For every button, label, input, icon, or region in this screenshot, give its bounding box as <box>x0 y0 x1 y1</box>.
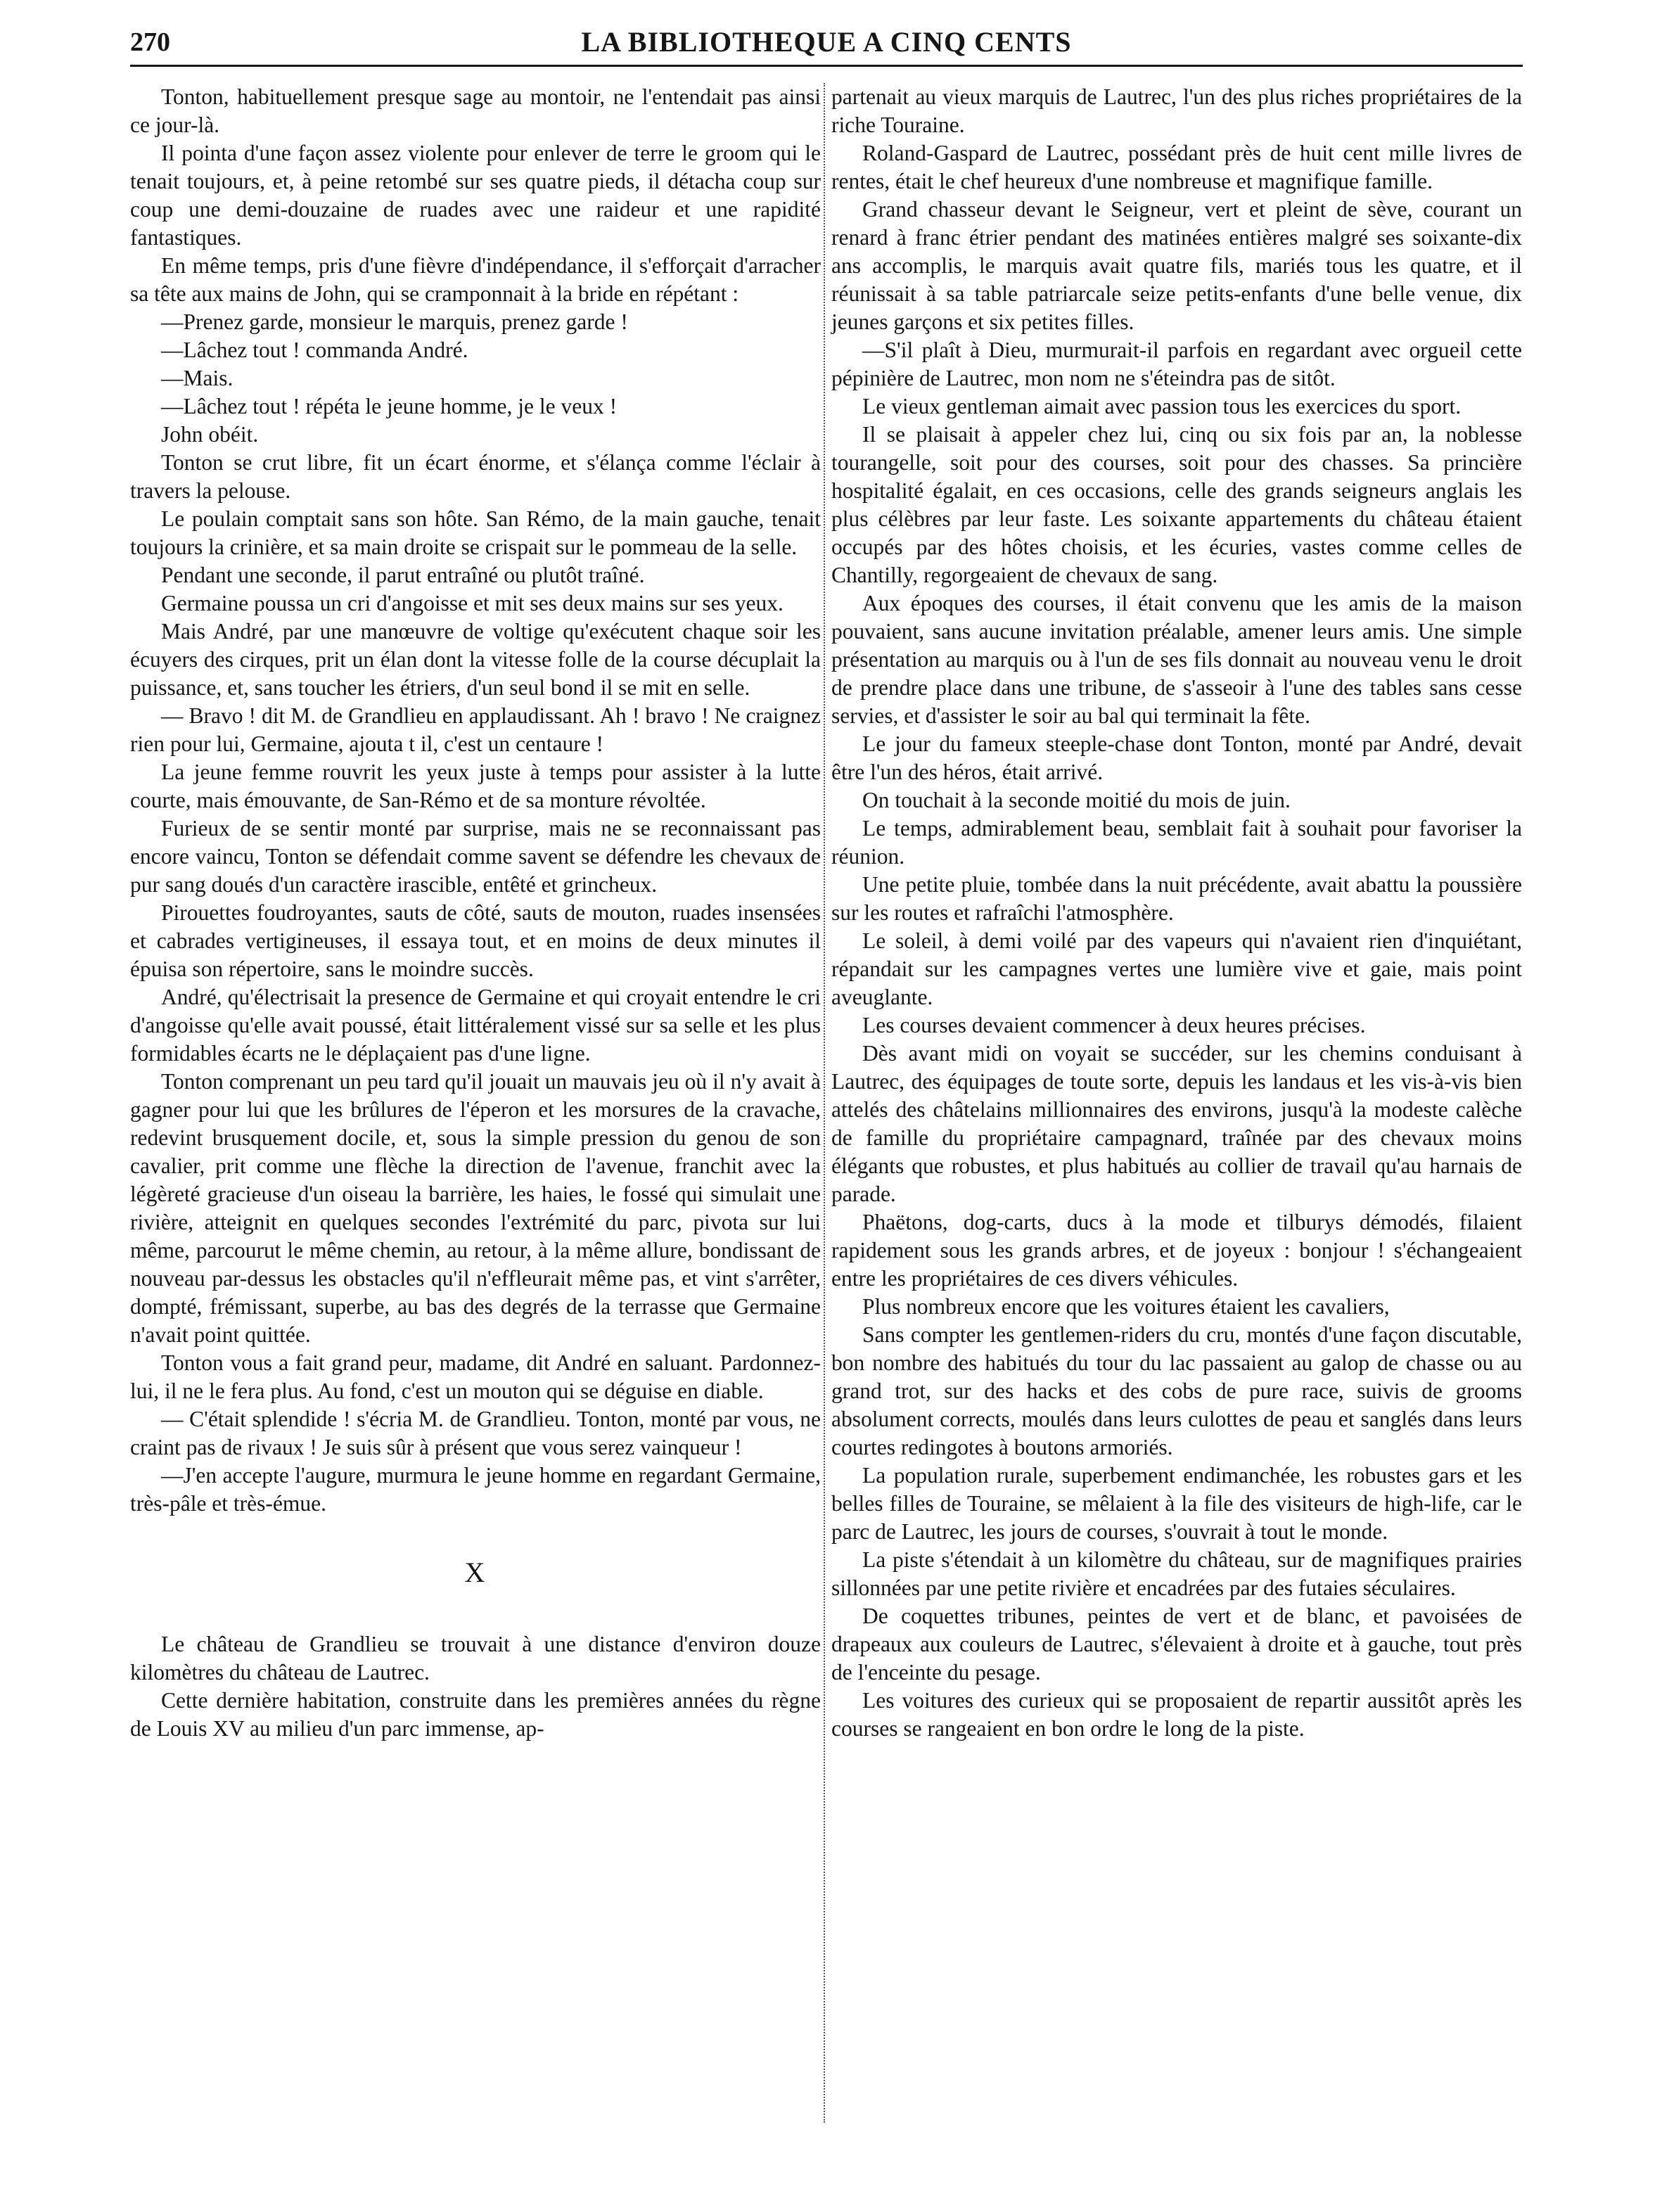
left-paragraphs-after-chapter <box>130 1630 821 1743</box>
paragraph: Le château de Grandlieu se trouvait à une distance d'environ douze kilomètres du château de Lautrec. <box>130 1632 821 1684</box>
paragraph: Il pointa d'une façon assez violente pour enlever de terre le groom qui le tenait toujours, et, à peine retombé sur ses quatre pieds, il détacha coup sur coup une demi-douzaine de ruades avec une raideur et une rapidité fantastiques. <box>130 141 821 250</box>
dialogue-line: —S'il plaît à Dieu, murmurait-il parfois en regardant avec orgueil cette pépinière de Lautrec, mon nom ne s'éteindra pas de sitôt. <box>831 338 1522 390</box>
paragraph: Pendant une seconde, il parut entraîné ou plutôt traîné. <box>161 563 645 587</box>
chapter-heading: X <box>464 1556 487 1588</box>
paragraph: Roland-Gaspard de Lautrec, possédant près de huit cent mille livres de rentes, était le chef heureux d'une nombreuse et magnifique famille. <box>831 141 1522 193</box>
dialogue-line: —Mais. <box>161 366 234 390</box>
dialogue-line: —J'en accepte l'augure, murmura le jeune homme en regardant Germaine, très-pâle et très-émue. <box>130 1463 821 1516</box>
paragraph: Plus nombreux encore que les voitures étaient les cavaliers, <box>862 1294 1390 1319</box>
paragraph: Le jour du fameux steeple-chase dont Tonton, monté par André, devait être l'un des héros, était arrivé. <box>831 731 1522 784</box>
paragraph: Pirouettes foudroyantes, sauts de côté, sauts de mouton, ruades insensées et cabrades vertigineuses, il essaya tout, et en moins de deux minutes il épuisa son répertoire, sans le moindre succès. <box>130 900 821 981</box>
right-column <box>831 83 1522 1743</box>
paragraph: Cette dernière habitation, construite dans les premières années du règne de Louis XV au milieu d'un parc immense, ap- <box>130 1688 821 1741</box>
paragraph: André, qu'électrisait la presence de Germaine et qui croyait entendre le cri d'angoisse qu'elle avait poussé, était littéralement vissé sur sa selle et les plus formidables écarts ne le déplaçaient pas d'une ligne. <box>130 985 821 1066</box>
page-header <box>130 23 1523 66</box>
dialogue-line: — C'était splendide ! s'écria M. de Grandlieu. Tonton, monté par vous, ne craint pas de rivaux ! Je suis sûr à présent que vous serez vainqueur ! <box>130 1407 821 1459</box>
paragraph: Sans compter les gentlemen-riders du cru, montés d'une façon discutable, bon nombre des habitués du tour du lac passaient au galop de chasse ou au grand trot, sur des hacks et des cobs de pure race, suivis de grooms absolument corrects, moulés dans leurs culottes de peau et sanglés dans leurs courtes redingotes à boutons armoriés. <box>831 1322 1522 1459</box>
dialogue-line: —Lâchez tout ! commanda André. <box>161 338 468 362</box>
paragraph: Furieux de se sentir monté par surprise, mais ne se reconnaissant pas encore vaincu, Tonton se défendait comme savent se défendre les chevaux de pur sang doués d'un caractère irascible, entêté et grincheux. <box>130 816 821 897</box>
paragraph: Germaine poussa un cri d'angoisse et mit ses deux mains sur ses yeux. <box>161 591 784 615</box>
paragraph: Le vieux gentleman aimait avec passion tous les exercices du sport. <box>862 394 1462 418</box>
paragraph: La piste s'étendait à un kilomètre du château, sur de magnifiques prairies sillonnées par une petite rivière et encadrées par des futaies séculaires. <box>831 1547 1522 1600</box>
paragraph: La jeune femme rouvrit les yeux juste à temps pour assister à la lutte courte, mais émouvante, de San-Rémo et de sa monture révoltée. <box>130 760 821 812</box>
paragraph: De coquettes tribunes, peintes de vert et de blanc, et pavoisées de drapeaux aux couleurs de Lautrec, s'élevaient à droite et à gauche, tout près de l'enceinte du pesage. <box>831 1604 1522 1684</box>
paragraph: Les courses devaient commencer à deux heures précises. <box>862 1013 1366 1037</box>
dialogue-line: —Lâchez tout ! répéta le jeune homme, je le veux ! <box>161 394 618 418</box>
left-paragraphs-before-chapter <box>130 83 821 1518</box>
paragraph: Dès avant midi on voyait se succéder, sur les chemins conduisant à Lautrec, des équipages de toute sorte, depuis les landaus et les vis-à-vis bien attelés des châtelains millionnaires des environs, jusqu'à la modeste calèche de famille du propriétaire campagnard, traînée par des chevaux moins élégants que robustes, et plus habitués au collier de travail qu'au harnais de parade. <box>831 1041 1522 1206</box>
paragraph: La population rurale, superbement endimanchée, les robustes gars et les belles filles de Touraine, se mêlaient à la file des visiteurs de high-life, car le parc de Lautrec, les jours de courses, s'ouvrait à tout le monde. <box>831 1463 1522 1544</box>
paragraph: Les voitures des curieux qui se proposaient de repartir aussitôt après les courses se rangeaient en bon ordre le long de la piste. <box>831 1688 1522 1741</box>
paragraph: Tonton se crut libre, fit un écart énorme, et s'élança comme l'éclair à travers la pelouse. <box>130 450 821 503</box>
paragraph: John obéit. <box>161 422 259 447</box>
running-title: LA BIBLIOTHEQUE A CINQ CENTS <box>581 26 1072 58</box>
paragraph-continuation: partenait au vieux marquis de Lautrec, l'un des plus riches propriétaires de la riche Touraine. <box>831 84 1522 137</box>
paragraph: Il se plaisait à appeler chez lui, cinq ou six fois par an, la noblesse tourangelle, soit pour des courses, soit pour des chasses. Sa princière hospitalité égalait, en ces occasions, celle des grands seigneurs anglais les plus célèbres par leur faste. Les soixante appartements du château étaient occupés par des hôtes choisis, et les écuries, vastes comme celles de Chantilly, regorgeaient de chevaux de sang. <box>831 422 1522 587</box>
paragraph: Grand chasseur devant le Seigneur, vert et pleint de sève, courant un renard à franc étrier pendant des matinées entières malgré ses soixante-dix ans accomplis, le marquis avait quatre fils, mariés tous les quatre, et il réunissait à sa table patriarcale seize petits-enfants d'une belle venue, dix jeunes garçons et six petites filles. <box>831 197 1522 334</box>
paragraph: Mais André, par une manœuvre de voltige qu'exécutent chaque soir les écuyers des cirques, prit un élan dont la vitesse folle de la course décuplait la puissance, et, sans toucher les étriers, d'un seul bond il se mit en selle. <box>130 619 821 700</box>
paragraph: On touchait à la seconde moitié du mois de juin. <box>862 788 1291 812</box>
page-number: 270 <box>130 27 170 57</box>
left-column <box>130 83 821 1743</box>
column-divider <box>824 83 825 2123</box>
paragraph: Tonton, habituellement presque sage au montoir, ne l'entendait pas ainsi ce jour-là. <box>130 84 821 137</box>
paragraph: En même temps, pris d'une fièvre d'indépendance, il s'efforçait d'arracher sa tête aux mains de John, qui se cramponnait à la bride en répétant : <box>130 253 821 306</box>
paragraph: Phaëtons, dog-carts, ducs à la mode et tilburys démodés, filaient rapidement sous les grands arbres, et de joyeux : bonjour ! s'échangeaient entre les propriétaires de ces divers véhicules. <box>831 1210 1522 1291</box>
paragraph: Une petite pluie, tombée dans la nuit précédente, avait abattu la poussière sur les routes et rafraîchi l'atmosphère. <box>831 872 1522 925</box>
paragraph: Aux époques des courses, il était convenu que les amis de la maison pouvaient, sans aucune invitation préalable, amener leurs amis. Une simple présentation au marquis ou à l'un de ses fils donnait au nouveau venu le droit de prendre place dans une tribune, de s'asseoir à l'une des tables sans cesse servies, et d'assister le soir au bal qui terminait la fête. <box>831 591 1522 728</box>
dialogue-line: — Bravo ! dit M. de Grandlieu en applaudissant. Ah ! bravo ! Ne craignez rien pour lui, Germaine, ajouta t il, c'est un centaure ! <box>130 703 821 756</box>
header-rule <box>130 65 1523 67</box>
paragraph: Le poulain comptait sans son hôte. San Rémo, de la main gauche, tenait toujours la crinière, et sa main droite se crispait sur le pommeau de la selle. <box>130 506 821 559</box>
dialogue-line: —Prenez garde, monsieur le marquis, prenez garde ! <box>161 309 628 334</box>
paragraph: Le soleil, à demi voilé par des vapeurs qui n'avaient rien d'inquiétant, répandait sur les campagnes vertes une lumière vive et gaie, mais point aveuglante. <box>831 928 1522 1009</box>
paragraph: Tonton vous a fait grand peur, madame, dit André en saluant. Pardonnez-lui, il ne le fera plus. Au fond, c'est un mouton qui se déguise en diable. <box>130 1350 821 1403</box>
paragraph: Tonton comprenant un peu tard qu'il jouait un mauvais jeu où il n'y avait à gagner pour lui que les brûlures de l'éperon et les morsures de la cravache, redevint brusquement docile, et, sous la simple pression du genou de son cavalier, prit comme une flèche la direction de l'avenue, franchit avec la légèreté gracieuse d'un oiseau la barrière, les haies, le fossé qui simulait une rivière, atteignit en quelques secondes l'extrémité du parc, pivota sur lui même, parcourut le même chemin, au retour, à la même allure, bondissant de nouveau par-dessus les obstacles qu'il n'effleurait même pas, et vint s'arrêter, dompté, frémissant, superbe, au bas des degrés de la terrasse que Germaine n'avait point quittée. <box>130 1069 821 1347</box>
paragraph: Le temps, admirablement beau, semblait fait à souhait pour favoriser la réunion. <box>831 816 1522 869</box>
